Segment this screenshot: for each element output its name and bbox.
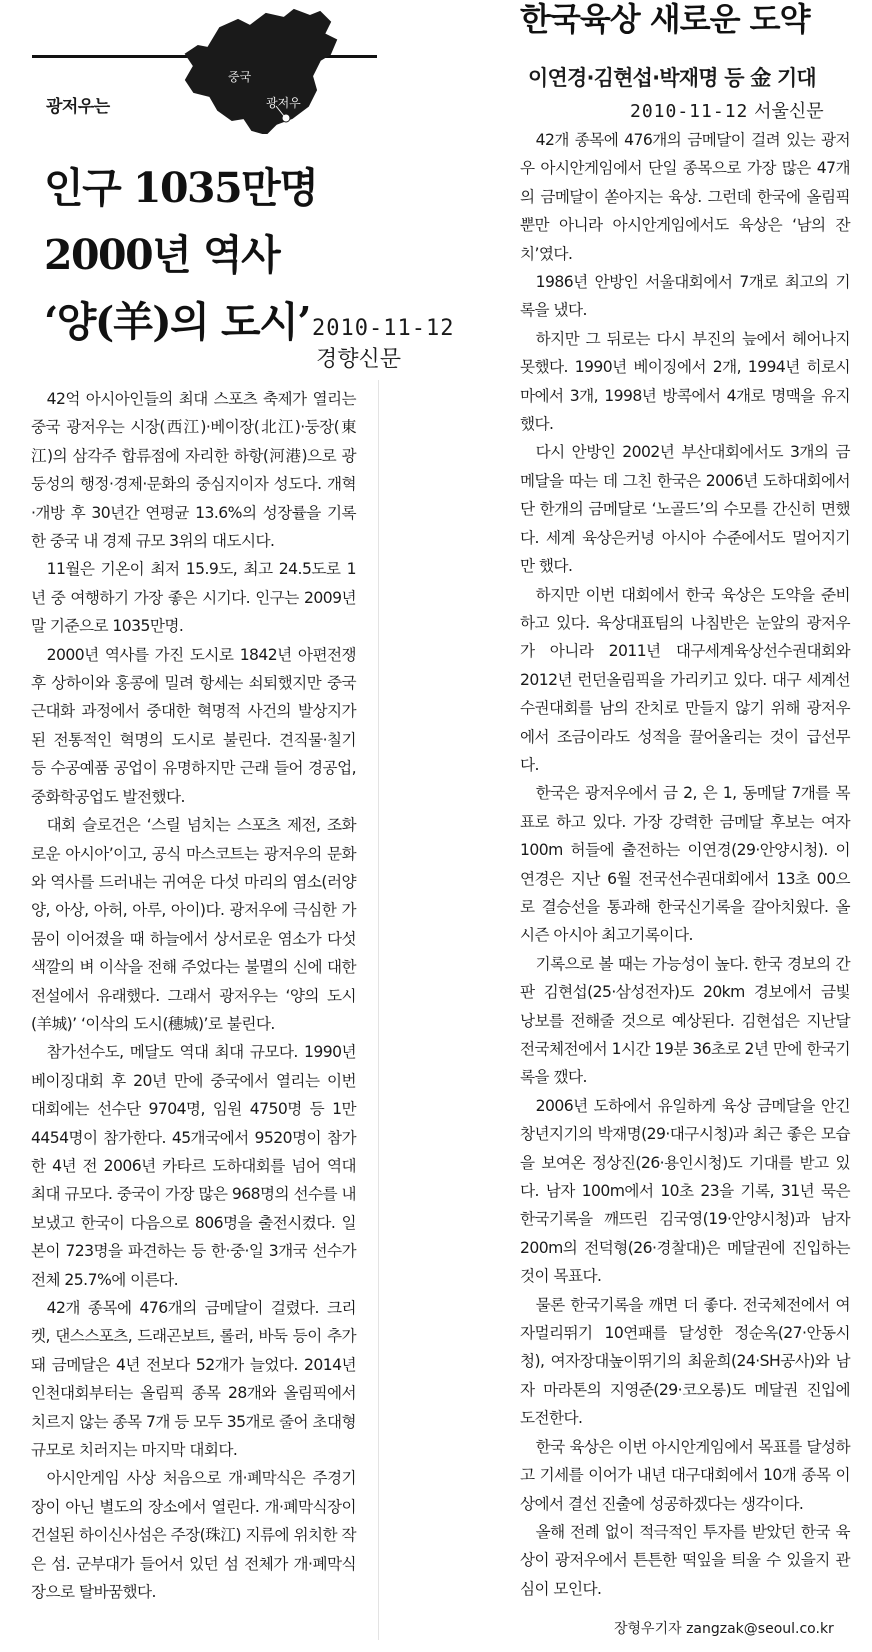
right-paragraph: 42개 종목에 476개의 금메달이 걸려 있는 광저우 아시안게임에서 단일 종목으로 가장 많은 47개의 금메달이 쏟아지는 육상. 그런데 한국에 올림픽뿐만 아니라 아시안게임에서도 육상은 ‘남의 잔치’였다. (520, 131, 850, 263)
left-kicker: 광저우는 (46, 97, 110, 117)
headline-line-1: 인구 1035만명 (44, 164, 318, 212)
left-date: 2010-11-12 (312, 316, 455, 341)
headline-line-3: ‘양(羊)의 도시’ (44, 298, 311, 346)
left-paragraph: 아시안게임 사상 처음으로 개·폐막식은 주경기장이 아닌 별도의 장소에서 열린다. 개·폐막식장이 건설된 하이신사섬은 주장(珠江) 지류에 위치한 작은 섬. 군부대가 들어서 있던 섬 전체가 개·폐막식장으로 탈바꿈했다. (31, 1469, 356, 1602)
right-date: 2010-11-12 (630, 101, 749, 122)
right-paragraph: 물론 한국기록을 깨면 더 좋다. 전국체전에서 여자멀리뛰기 10연패를 달성한 정순옥(27·안동시청), 여자장대높이뛰기의 최윤희(24·SH공사)와 남자 마라톤의 지영준(29·코오롱)도 메달권 진입에 도전한다. (520, 1295, 850, 1428)
left-headline (44, 155, 344, 356)
byline: 장형우기자 zangzak@seoul.co.kr (614, 1621, 834, 1637)
right-paragraph: 하지만 이번 대회에서 한국 육상은 도약을 준비하고 있다. 육상대표팀의 나침반은 눈앞의 광저우가 아니라 2011년 대구세계육상선수권대회와 2012년 런던올림픽을 가리키고 있다. 대구 세계선수권대회를 남의 잔치로 만들지 않기 위해 광저우에서 조금이라도 성적을 끌어올리는 것이 급선무다. (520, 585, 850, 774)
map-label-city: 광저우 (266, 96, 301, 110)
left-paragraph: 2000년 역사를 가진 도시로 1842년 아편전쟁 후 상하이와 홍콩에 밀려 항세는 쇠퇴했지만 중국 근대화 과정에서 중대한 혁명적 사건의 발상지가 된 전통적인 혁명의 도시로 불린다. 견직물·칠기 등 수공예품 공업이 유명하지만 근래 들어 경공업, 중화학공업도 발전했다. (31, 645, 356, 806)
left-paragraph: 42억 아시아인들의 최대 스포츠 축제가 열리는 중국 광저우는 시장(西江)·베이장(北江)·둥장(東江)의 삼각주 합류점에 자리한 하항(河港)으로 광둥성의 행정·경제·문화의 중심지이자 성도다. 개혁·개방 후 30년간 연평균 13.6%의 성장률을 기록한 중국 내 경제 규모 3위의 대도시다. (31, 390, 356, 551)
right-paragraph: 기록으로 볼 때는 가능성이 높다. 한국 경보의 간판 김현섭(25·삼성전자)도 20km 경보에서 금빛 낭보를 전해줄 것으로 예상된다. 김현섭은 지난달 전국체전에서 1시간 19분 36초로 2년 만에 한국기록을 깼다. (520, 954, 850, 1087)
china-map-icon (180, 6, 350, 134)
left-article-body (31, 385, 356, 1606)
right-headline: 한국육상 새로운 도약 (520, 0, 810, 38)
right-subheadline: 이연경·김현섭·박재명 등 金 기대 (528, 66, 816, 90)
right-paragraph: 1986년 안방인 서울대회에서 7개로 최고의 기록을 냈다. (520, 273, 850, 320)
china-map-graphic (180, 6, 350, 134)
right-paragraph: 한국은 광저우에서 금 2, 은 1, 동메달 7개를 목표로 하고 있다. 가장 강력한 금메달 후보는 여자 100m 허들에 출전하는 이연경(29·안양시청). 이연경은 지난 6월 전국선수권대회에서 13초 00으로 결승선을 통과해 한국신기록을 갈아치웠다. 올 시즌 아시아 최고기록이다. (520, 784, 850, 945)
right-paragraph: 2006년 도하에서 유일하게 육상 금메달을 안긴 창년지기의 박재명(29·대구시청)과 최근 좋은 모습을 보여온 정상진(26·용인시청)도 기대를 받고 있다. 남자 100m에서 10초 23을 기록, 31년 묵은 한국기록을 깨뜨린 김국영(19·안양시청)과 남자 200m의 전덕형(26·경찰대)은 메달권에 진입하는 것이 목표다. (520, 1096, 850, 1286)
right-source: 서울신문 (754, 101, 824, 122)
headline-line-2: 2000년 역사 (44, 231, 280, 279)
left-paragraph: 참가선수도, 메달도 역대 최대 규모다. 1990년 베이징대회 후 20년 만에 중국에서 열리는 이번 대회에는 선수단 9704명, 임원 4750명 등 1만4454명이 참가한다. 45개국에서 9520명이 참가한 4년 전 2006년 카타르 도하대회를 넘어 역대 최대 규모다. 중국이 가장 많은 968명의 선수를 내보냈고 한국이 다음으로 806명을 출전시켰다. 일본이 723명을 파견하는 등 한·중·일 3개국 선수가 전체 25.7%에 이른다. (31, 1043, 356, 1289)
right-paragraph: 한국 육상은 이번 아시안게임에서 목표를 달성하고 기세를 이어가 내년 대구대회에서 10개 종목 이상에서 결선 진출에 성공하겠다는 생각이다. (520, 1437, 850, 1513)
left-paragraph: 11월은 기온이 최저 15.9도, 최고 24.5도로 1년 중 여행하기 가장 좋은 시기다. 인구는 2009년 말 기준으로 1035만명. (31, 560, 356, 636)
right-paragraph: 올해 전례 없이 적극적인 투자를 받았던 한국 육상이 광저우에서 튼튼한 떡잎을 틔울 수 있을지 관심이 모인다. (520, 1522, 850, 1598)
right-article-body (520, 126, 850, 1603)
right-dateline (630, 97, 824, 123)
right-paragraph: 다시 안방인 2002년 부산대회에서도 3개의 금메달을 따는 데 그친 한국은 2006년 도하대회에서 단 한개의 금메달로 ‘노골드’의 수모를 간신히 면했다. 세계 육상은커녕 아시아 수준에서도 멀어지기만 했다. (520, 443, 850, 576)
right-paragraph: 하지만 그 뒤로는 다시 부진의 늪에서 헤어나지 못했다. 1990년 베이징에서 2개, 1994년 히로시마에서 3개, 1998년 방콕에서 4개로 명맥을 유지했다. (520, 329, 850, 434)
left-source: 경향신문 (316, 347, 402, 372)
left-paragraph: 42개 종목에 476개의 금메달이 걸렸다. 크리켓, 댄스스포츠, 드래곤보트, 롤러, 바둑 등이 추가돼 금메달은 4년 전보다 52개가 늘었다. 2014년 인천대회부터는 올림픽 종목 28개와 올림픽에서 치르지 않는 종목 7개 등 모두 35개로 줄어 초대형 규모로 치러지는 마지막 대회다. (31, 1299, 356, 1460)
map-label-country: 중국 (228, 70, 252, 84)
column-divider (378, 380, 379, 1640)
left-paragraph: 대회 슬로건은 ‘스릴 넘치는 스포츠 제전, 조화로운 아시아’이고, 공식 마스코트는 광저우의 문화와 역사를 드러내는 귀여운 다섯 마리의 염소(러양양, 아상, 아허, 아루, 아이)다. 광저우에 극심한 가뭄이 이어졌을 때 하늘에서 상서로운 염소가 다섯 색깔의 벼 이삭을 전해 주었다는 불멸의 신에 대한 전설에서 유래했다. 그래서 광저우는 ‘양의 도시(羊城)’ ‘이삭의 도시(穗城)’로 불린다. (31, 816, 356, 1033)
